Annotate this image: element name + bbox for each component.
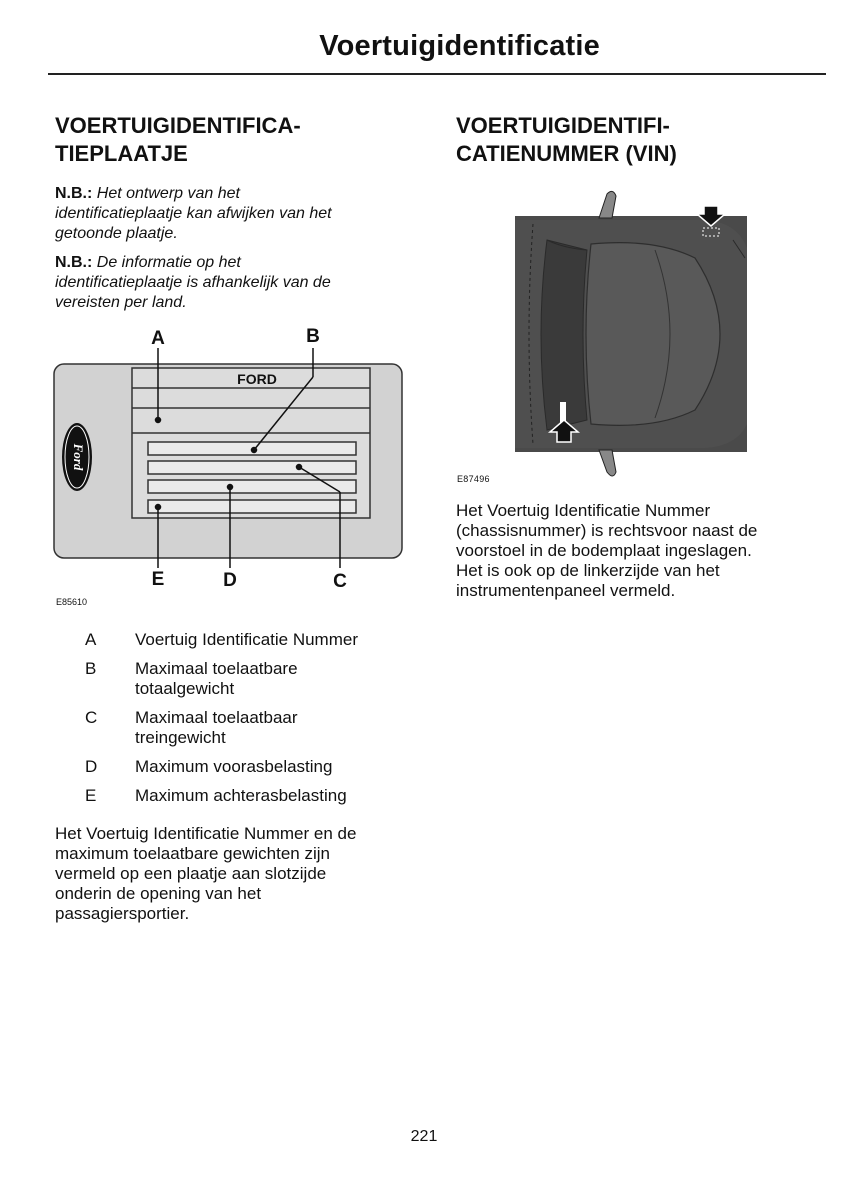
note-text: vereisten per land.: [55, 294, 187, 311]
legend-row: [85, 757, 425, 777]
left-column: [55, 112, 420, 313]
callout-a: A: [151, 328, 165, 349]
body-line: onderin de opening van het: [55, 884, 262, 903]
header-divider: [48, 73, 826, 75]
legend-text: Maximum achterasbelasting: [135, 786, 347, 805]
note-text: getoonde plaatje.: [55, 225, 178, 242]
legend-key: E: [85, 786, 97, 805]
heading-line-2: TIEPLAATJE: [55, 141, 188, 166]
note-text: Het ontwerp van het: [92, 185, 240, 202]
callout-d: D: [223, 570, 237, 591]
section-heading-plate: [55, 112, 420, 168]
body-line: (chassisnummer) is rechtsvoor naast de: [456, 521, 758, 540]
note-design: [55, 184, 420, 244]
legend-row: [85, 659, 425, 699]
legend-key: A: [85, 630, 97, 649]
legend-key: D: [85, 757, 98, 776]
legend-text: Maximaal toelaatbaar: [135, 708, 298, 727]
windshield: [541, 240, 587, 430]
body-line: maximum toelaatbare gewichten zijn: [55, 844, 330, 863]
legend-text: totaalgewicht: [135, 679, 235, 698]
note-text: identificatieplaatje is afhankelijk van de: [55, 274, 331, 291]
car-top-view-figure: [515, 188, 747, 488]
body-line: Het is ook op de linkerzijde van het: [456, 561, 720, 580]
plate-field-c: [148, 461, 356, 474]
body-line: voorstoel in de bodemplaat ingeslagen.: [456, 541, 752, 560]
note-prefix: N.B.:: [55, 185, 93, 202]
page-title: Voertuigidentificatie: [319, 30, 600, 62]
body-line: vermeld op een plaatje aan slotzijde: [55, 864, 327, 883]
figure-code-right: E87496: [457, 474, 490, 484]
body-line: passagiersportier.: [55, 904, 190, 923]
legend-text: Voertuig Identificatie Nummer: [135, 630, 358, 649]
body-line: instrumentenpaneel vermeld.: [456, 581, 676, 600]
note-prefix: N.B.:: [55, 254, 93, 271]
right-column: [456, 112, 796, 168]
body-line: Het Voertuig Identificatie Nummer en de: [55, 824, 357, 843]
legend-key: C: [85, 708, 98, 727]
legend-text: Maximaal toelaatbare: [135, 659, 298, 678]
legend-row: [85, 708, 425, 748]
ford-logo-icon: [62, 423, 92, 491]
callout-e: E: [151, 569, 165, 590]
page-number: 221: [410, 1128, 438, 1145]
note-country: [55, 253, 420, 313]
heading-line-1: VOERTUIGIDENTIFICA-: [55, 113, 301, 138]
note-text: De informatie op het: [92, 254, 241, 271]
identification-plate-figure: [52, 322, 408, 612]
callout-b: B: [306, 326, 320, 347]
hood: [586, 243, 720, 426]
plate-brand: FORD: [237, 371, 277, 387]
heading-line-1: VOERTUIGIDENTIFI-: [456, 113, 670, 138]
ford-logo-text: Ford: [71, 443, 87, 471]
legend-text: Maximum voorasbelasting: [135, 757, 333, 776]
legend-key: B: [85, 659, 97, 678]
callout-c: C: [333, 571, 347, 592]
vin-location-text: [456, 501, 826, 601]
legend-row: [85, 786, 425, 806]
plate-legend: [85, 630, 425, 815]
mirror-bottom: [599, 450, 616, 476]
legend-row: [85, 630, 425, 650]
note-text: identificatieplaatje kan afwijken van het: [55, 205, 332, 222]
legend-text: treingewicht: [135, 728, 226, 747]
mirror-top: [599, 191, 616, 218]
plate-field-e: [148, 500, 356, 513]
heading-line-2: CATIENUMMER (VIN): [456, 141, 677, 166]
figure-code: E85610: [56, 597, 88, 607]
plate-location-text: [55, 824, 425, 924]
body-line: Het Voertuig Identificatie Nummer: [456, 501, 711, 520]
section-heading-vin: [456, 112, 796, 168]
